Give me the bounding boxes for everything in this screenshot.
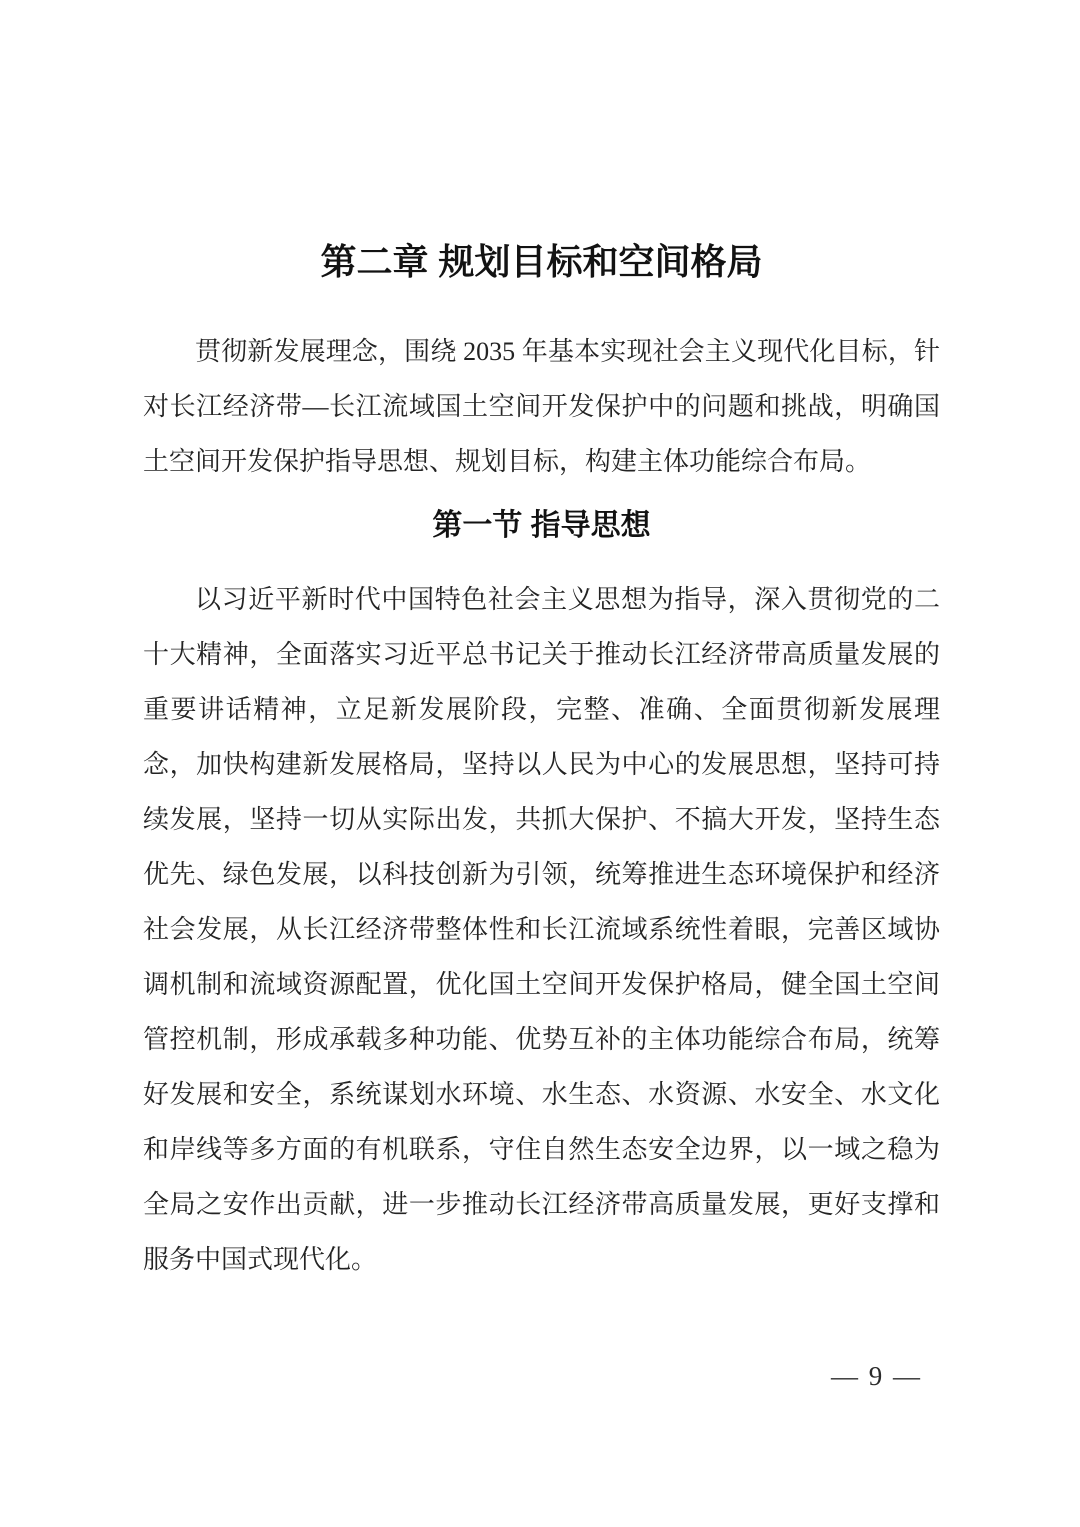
page-number: — 9 — [831,1361,922,1391]
section-title: 第一节 指导思想 [432,509,651,543]
intro-paragraph: 贯彻新发展理念，围绕 2035 年基本实现社会主义现代化目标，针对长江经济带—长江流域国土空间开发保护中的问题和挑战，明确国土空间开发保护指导思想、规划目标，构建主体功能综合布局。 [143,337,940,477]
chapter-title: 第二章 规划目标和空间格局 [320,241,763,283]
section-body-paragraph: 以习近平新时代中国特色社会主义思想为指导，深入贯彻党的二十大精神，全面落实习近平总书记关于推动长江经济带高质量发展的重要讲话精神，立足新发展阶段，完整、准确、全面贯彻新发展理念，加快构建新发展格局，坚持以人民为中心的发展思想，坚持可持续发展，坚持一切从实际出发，共抓大保护、不搞大开发，坚持生态优先、绿色发展，以科技创新为引领，统筹推进生态环境保护和经济社会发展，从长江经济带整体性和长江流域系统性着眼，完善区域协调机制和流域资源配置，优化国土空间开发保护格局，健全国土空间管控机制，形成承载多种功能、优势互补的主体功能综合布局，统筹好发展和安全，系统谋划水环境、水生态、水资源、水安全、水文化和岸线等多方面的有机联系，守住自然生态安全边界，以一域之稳为全局之安作出贡献，进一步推动长江经济带高质量发展，更好支撑和服务中国式现代化。 [143,585,940,1274]
